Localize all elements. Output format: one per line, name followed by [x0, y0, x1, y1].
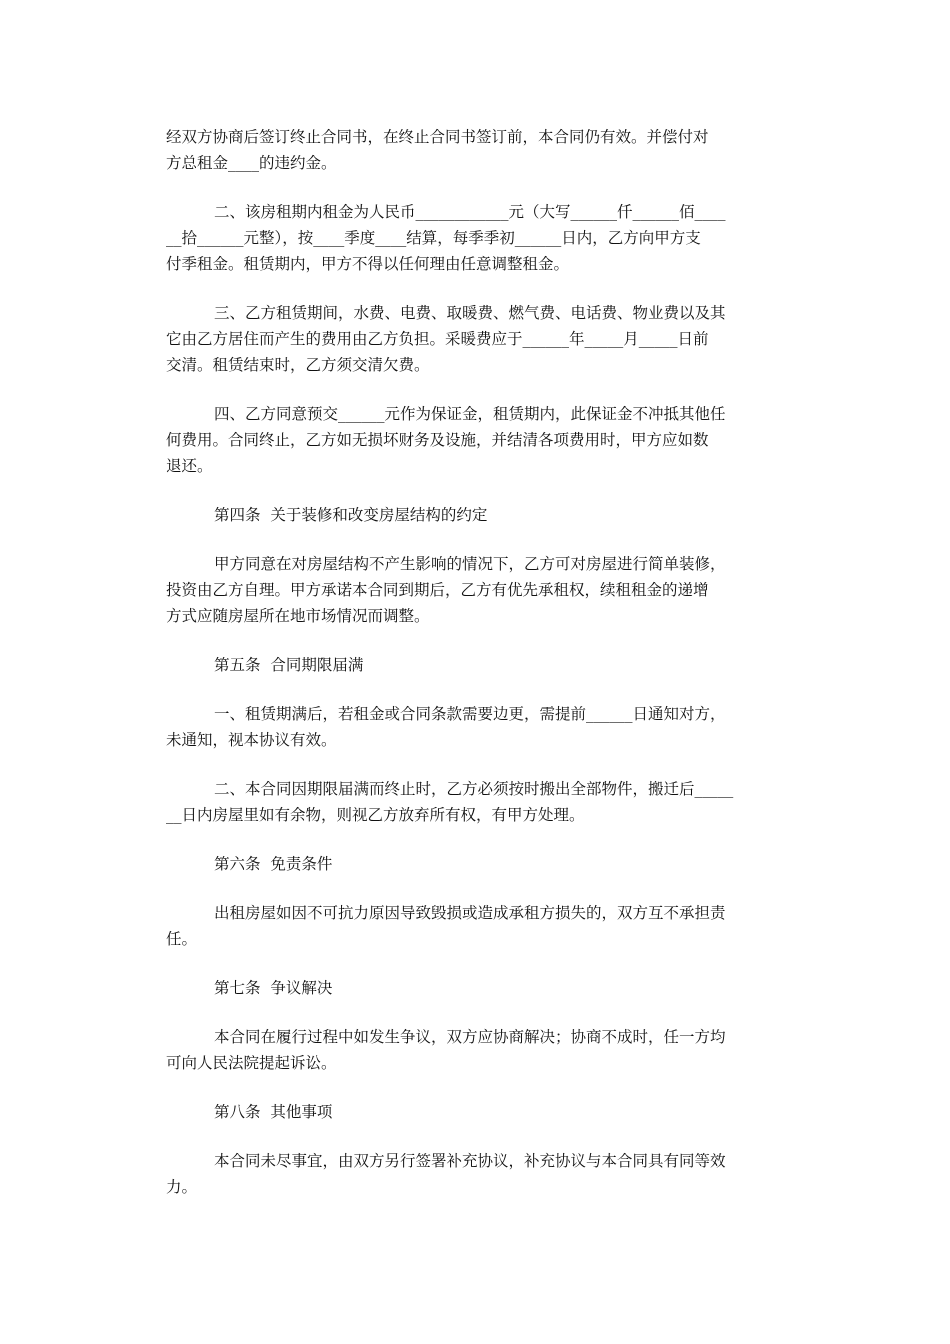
- text-line: 甲方同意在对房屋结构不产生影响的情况下，乙方可对房屋进行简单装修，: [214, 555, 726, 573]
- body-paragraph: [166, 199, 786, 277]
- text-line: 力。: [166, 1178, 198, 1196]
- section-heading: [166, 652, 786, 678]
- text-line: 何费用。合同终止，乙方如无损坏财务及设施，并结清各项费用时，甲方应如数: [166, 431, 709, 449]
- body-paragraph: [166, 401, 786, 479]
- body-paragraph: [166, 776, 786, 828]
- text-line: 第四条 关于装修和改变房屋结构的约定: [214, 506, 488, 524]
- body-paragraph: [166, 1148, 786, 1200]
- text-line: 未通知，视本协议有效。: [166, 731, 337, 749]
- text-line: 一、租赁期满后，若租金或合同条款需要边更，需提前______日通知对方，: [214, 705, 726, 723]
- text-line: 投资由乙方自理。甲方承诺本合同到期后，乙方有优先承租权，续租租金的递增: [166, 581, 709, 599]
- body-paragraph: [166, 551, 786, 629]
- text-line: __日内房屋里如有余物，则视乙方放弃所有权，有甲方处理。: [166, 806, 585, 824]
- text-line: 二、本合同因期限届满而终止时，乙方必须按时搬出全部物件，搬迁后_____: [214, 780, 734, 798]
- text-line: 任。: [166, 930, 198, 948]
- text-line: 付季租金。租赁期内，甲方不得以任何理由任意调整租金。: [166, 255, 570, 273]
- text-line: 交清。租赁结束时，乙方须交清欠费。: [166, 356, 430, 374]
- body-paragraph: [166, 300, 786, 378]
- body-paragraph: [166, 1024, 786, 1076]
- text-line: 它由乙方居住而产生的费用由乙方负担。采暖费应于______年_____月_____日前: [166, 330, 709, 348]
- text-line: 退还。: [166, 457, 213, 475]
- text-line: 第六条 免责条件: [214, 855, 333, 873]
- text-line: 经双方协商后签订终止合同书，在终止合同书签订前，本合同仍有效。并偿付对: [166, 128, 709, 146]
- text-line: 方总租金____的违约金。: [166, 154, 337, 172]
- section-heading: [166, 851, 786, 877]
- text-line: 方式应随房屋所在地市场情况而调整。: [166, 607, 430, 625]
- document-page: [166, 124, 786, 1223]
- text-line: 第五条 合同期限届满: [214, 656, 364, 674]
- text-line: 四、乙方同意预交______元作为保证金，租赁期内，此保证金不冲抵其他任: [214, 405, 726, 423]
- text-line: 第八条 其他事项: [214, 1103, 333, 1121]
- section-heading: [166, 975, 786, 1001]
- text-line: 第七条 争议解决: [214, 979, 333, 997]
- text-line: 出租房屋如因不可抗力原因导致毁损或造成承租方损失的，双方互不承担责: [214, 904, 726, 922]
- body-paragraph: [166, 124, 786, 176]
- text-line: __拾______元整），按____季度____结算，每季季初______日内，乙方向甲方支: [166, 229, 701, 247]
- body-paragraph: [166, 701, 786, 753]
- section-heading: [166, 1099, 786, 1125]
- text-line: 二、该房租期内租金为人民币____________元（大写______仟______佰____: [214, 203, 726, 221]
- section-heading: [166, 502, 786, 528]
- text-line: 本合同未尽事宜，由双方另行签署补充协议，补充协议与本合同具有同等效: [214, 1152, 726, 1170]
- text-line: 三、乙方租赁期间，水费、电费、取暖费、燃气费、电话费、物业费以及其: [214, 304, 726, 322]
- text-line: 本合同在履行过程中如发生争议，双方应协商解决；协商不成时，任一方均: [214, 1028, 726, 1046]
- body-paragraph: [166, 900, 786, 952]
- text-line: 可向人民法院提起诉讼。: [166, 1054, 337, 1072]
